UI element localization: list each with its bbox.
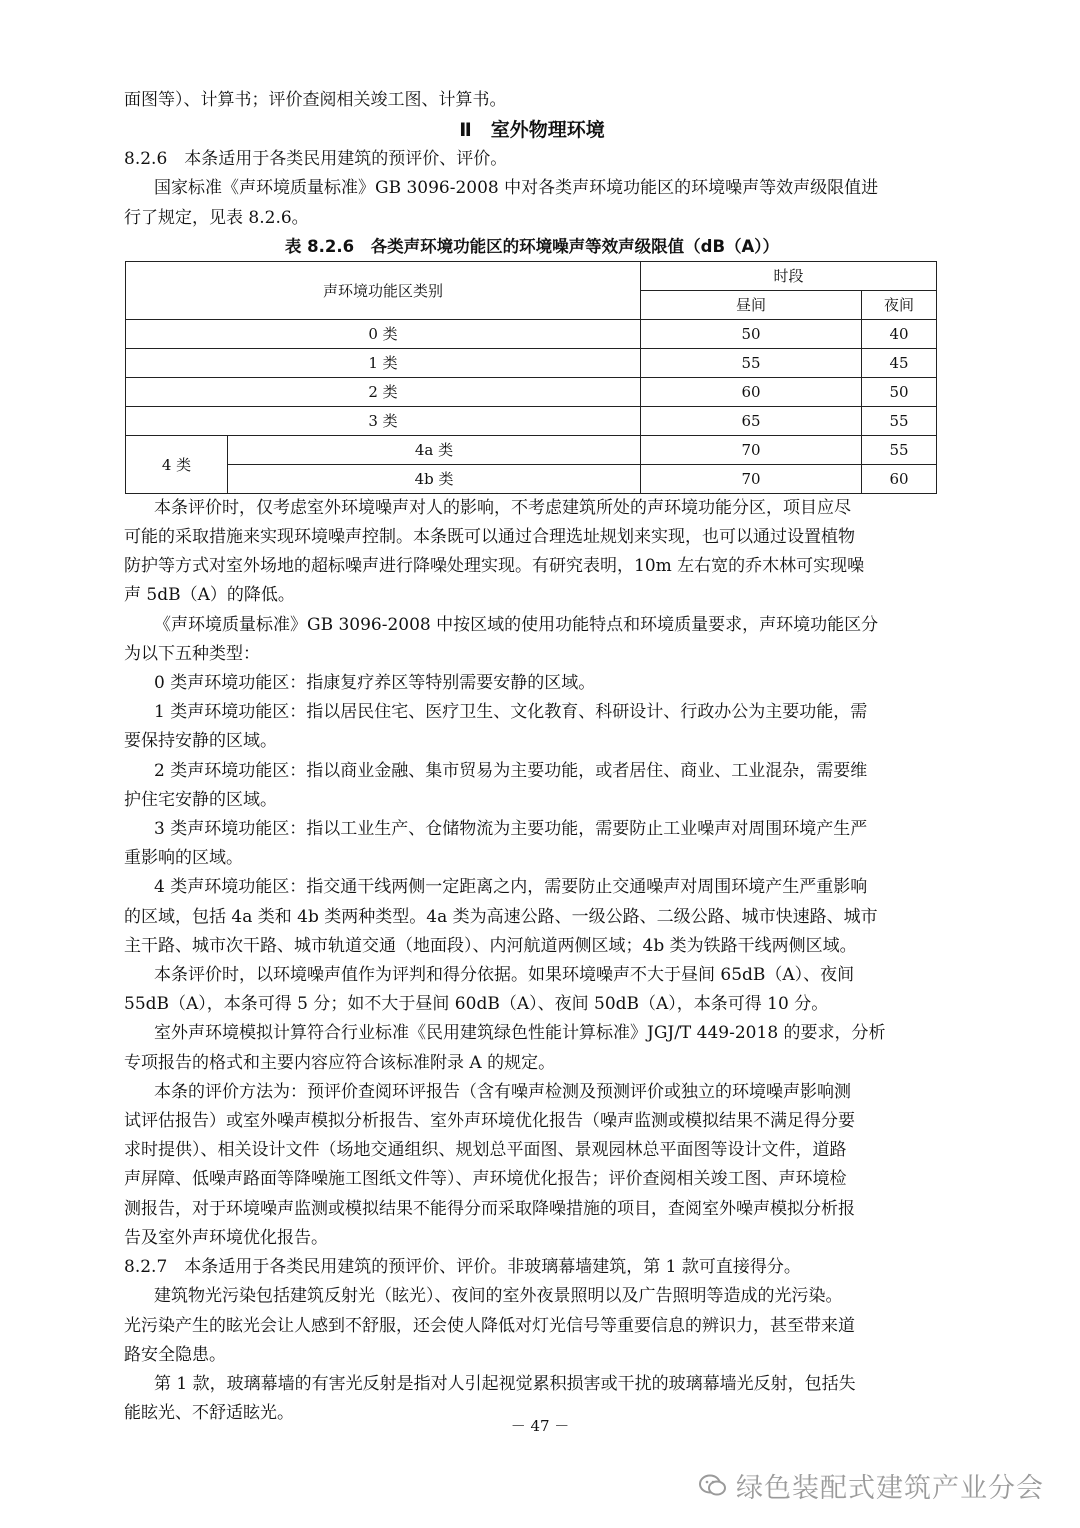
paragraph-line: 0 类声环境功能区：指康复疗养区等特别需要安静的区域。 (154, 673, 596, 694)
header-night: 夜间 (862, 290, 937, 319)
night-value: 55 (862, 406, 937, 435)
paragraph-line: 3 类声环境功能区：指以工业生产、仓储物流为主要功能，需要防止工业噪声对周围环境产生严 (154, 819, 868, 840)
table-row (126, 348, 937, 377)
wechat-icon (698, 1473, 728, 1506)
table-row (126, 406, 937, 435)
day-value: 70 (641, 435, 862, 464)
paragraph-line: 告及室外声环境优化报告。 (124, 1227, 328, 1248)
paragraph-line: 行了规定，见表 8.2.6。 (124, 207, 309, 228)
paragraph-line: 声 5dB（A）的降低。 (124, 585, 295, 606)
paragraph-line: 第 1 款，玻璃幕墙的有害光反射是指对人引起视觉累积损害或干扰的玻璃幕墙光反射，包括失 (154, 1373, 856, 1394)
table-row (126, 377, 937, 406)
table-row (126, 435, 937, 464)
paragraph-line: 55dB（A），本条可得 5 分；如不大于昼间 60dB（A）、夜间 50dB（A），本条可得 10 分。 (124, 994, 829, 1015)
paragraph-line: 声屏障、低噪声路面等降噪施工图纸文件等）、声环境优化报告；评价查阅相关竣工图、声环境检 (124, 1169, 847, 1190)
document-page (124, 86, 940, 1428)
subcategory-cell: 4b 类 (228, 464, 641, 493)
paragraph-line: 可能的采取措施来实现环境噪声控制。本条既可以通过合理选址规划来实现，也可以通过设置植物 (124, 527, 855, 548)
watermark-text: 绿色装配式建筑产业分会 (736, 1473, 1044, 1504)
night-value: 50 (862, 377, 937, 406)
category-cell: 4 类 (126, 435, 228, 493)
paragraph-line: 主干路、城市次干路、城市轨道交通（地面段）、内河航道两侧区域；4b 类为铁路干线两侧区域。 (124, 935, 857, 956)
paragraph-line: 重影响的区域。 (124, 848, 243, 869)
paragraph-line: 《声环境质量标准》GB 3096-2008 中按区域的使用功能特点和环境质量要求，声环境功能区分 (154, 614, 879, 635)
paragraph-line: 国家标准《声环境质量标准》GB 3096-2008 中对各类声环境功能区的环境噪声等效声级限值进 (154, 178, 879, 199)
category-cell: 1 类 (126, 348, 641, 377)
day-value: 60 (641, 377, 862, 406)
table-row (126, 464, 937, 493)
paragraph-line: 光污染产生的眩光会让人感到不舒服，还会使人降低对灯光信号等重要信息的辨识力，甚至带来道 (124, 1315, 855, 1336)
category-cell: 3 类 (126, 406, 641, 435)
header-category: 声环境功能区类别 (126, 261, 641, 319)
paragraph-line: 护住宅安静的区域。 (124, 789, 277, 810)
noise-limit-table (125, 261, 937, 494)
paragraph-line: 测报告，对于环境噪声监测或模拟结果不能得分而采取降噪措施的项目，查阅室外噪声模拟分析报 (124, 1198, 855, 1219)
paragraph-line: 能眩光、不舒适眩光。 (124, 1403, 294, 1424)
paragraph-line: 专项报告的格式和主要内容应符合该标准附录 A 的规定。 (124, 1052, 556, 1073)
top-line: 面图等）、计算书；评价查阅相关竣工图、计算书。 (124, 90, 507, 110)
paragraph-line: 本条评价时，以环境噪声值作为评判和得分依据。如果环境噪声不大于昼间 65dB（A）、夜间 (154, 965, 855, 986)
category-cell: 2 类 (126, 377, 641, 406)
paragraph-line: 试评估报告）或室外噪声模拟分析报告、室外声环境优化报告（噪声监测或模拟结果不满足得分要 (124, 1111, 855, 1132)
paragraph-line: 室外声环境模拟计算符合行业标准《民用建筑绿色性能计算标准》JGJ/T 449-2018 的要求，分析 (154, 1023, 886, 1044)
night-value: 40 (862, 319, 937, 348)
clause-8-2-6-intro: 8.2.6 本条适用于各类民用建筑的预评价、评价。 (124, 149, 508, 170)
paragraph-line: 防护等方式对室外场地的超标噪声进行降噪处理实现。有研究表明，10m 左右宽的乔木林可实现噪 (124, 556, 865, 577)
body-text (124, 494, 940, 1429)
paragraph-line: 的区域，包括 4a 类和 4b 类两种类型。4a 类为高速公路、一级公路、二级公路、城市快速路、城市 (124, 906, 878, 927)
table-caption: 表 8.2.6 各类声环境功能区的环境噪声等效声级限值（dB（A）） (284, 236, 780, 256)
paragraph-line: 2 类声环境功能区：指以商业金融、集市贸易为主要功能，或者居住、商业、工业混杂，需要维 (154, 760, 868, 781)
paragraph-line: 8.2.7 本条适用于各类民用建筑的预评价、评价。非玻璃幕墙建筑，第 1 款可直接得分。 (124, 1257, 801, 1278)
night-value: 55 (862, 435, 937, 464)
day-value: 50 (641, 319, 862, 348)
paragraph-line: 4 类声环境功能区：指交通干线两侧一定距离之内，需要防止交通噪声对周围环境产生严重影响 (154, 877, 868, 898)
section-title: Ⅱ 室外物理环境 (459, 119, 605, 142)
paragraph-line: 要保持安静的区域。 (124, 731, 277, 752)
category-cell: 0 类 (126, 319, 641, 348)
header-day: 昼间 (641, 290, 862, 319)
paragraph-line: 求时提供）、相关设计文件（场地交通组织、规划总平面图、景观园林总平面图等设计文件，道路 (124, 1140, 847, 1161)
paragraph-line: 本条评价时，仅考虑室外环境噪声对人的影响，不考虑建筑所处的声环境功能分区，项目应尽 (154, 497, 851, 518)
night-value: 60 (862, 464, 937, 493)
day-value: 70 (641, 464, 862, 493)
paragraph-line: 本条的评价方法为：预评价查阅环评报告（含有噪声检测及预测评价或独立的环境噪声影响测 (154, 1081, 851, 1102)
subcategory-cell: 4a 类 (228, 435, 641, 464)
paragraph-line: 建筑物光污染包括建筑反射光（眩光）、夜间的室外夜景照明以及广告照明等造成的光污染。 (154, 1286, 843, 1307)
paragraph-line: 1 类声环境功能区：指以居民住宅、医疗卫生、文化教育、科研设计、行政办公为主要功能，需 (154, 702, 868, 723)
night-value: 45 (862, 348, 937, 377)
header-period: 时段 (641, 261, 937, 290)
day-value: 65 (641, 406, 862, 435)
watermark (698, 1466, 1044, 1506)
day-value: 55 (641, 348, 862, 377)
paragraph-line: 为以下五种类型： (124, 643, 260, 664)
table-row (126, 319, 937, 348)
page-number: － 47 － (510, 1417, 570, 1435)
table-header-row (126, 261, 937, 290)
paragraph-line: 路安全隐患。 (124, 1344, 226, 1365)
